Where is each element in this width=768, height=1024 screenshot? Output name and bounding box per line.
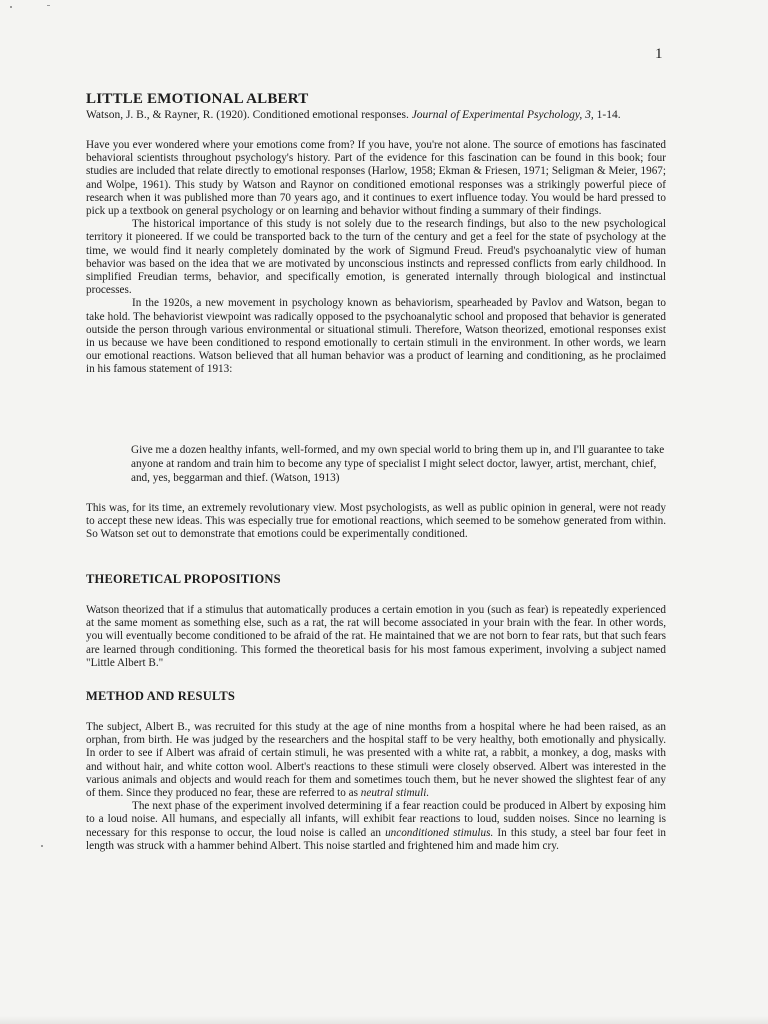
method-section: [86, 721, 666, 853]
method-heading: METHOD AND RESULTS: [86, 689, 236, 703]
theory-heading: THEORETICAL PROPOSITIONS: [86, 572, 281, 586]
method-paragraph-2-text: The next phase of the experiment involved determining if a fear reaction could be produced in Albert by exposing him to a loud noise. All humans, and especially all infants, will exhibit fear reactions to loud, sudden noises. Since no learning is necessary for this response to occur, the loud noise is called an: [86, 800, 666, 839]
intro-section: [86, 139, 666, 377]
intro-paragraph-3: In the 1920s, a new movement in psychology known as behaviorism, spearheaded by Pavlov and Watson, began to take hold. The behaviorist viewpoint was radically opposed to the psychoanalytic school and proposed that behavior is generated outside the person through various environmental or situational stimuli. Therefore, Watson theorized, emotional responses exist in us because we have been conditioned to respond emotionally to certain stimuli in the environment. In other words, we learn our emotional reactions. Watson believed that all human behavior was a product of learning and conditioning, as he proclaimed in his famous statement of 1913:: [86, 297, 666, 376]
unconditioned-stimulus-term: unconditioned stimulus.: [385, 826, 494, 839]
article-citation: [86, 109, 686, 121]
intro-paragraph-1: Have you ever wondered where your emotions come from? If you have, you're not alone. The source of emotions has fascinated behavioral scientists throughout psychology's history. Part of the evidence for this fascination can be found in this book; four studies are included that relate directly to emotional responses (Harlow, 1958; Ekman & Friesen, 1971; Seligman & Meier, 1967; and Wolpe, 1961). This study by Watson and Raynor on conditioned emotional responses was a strikingly powerful piece of research when it was published more than 70 years ago, and it continues to exert influence today. You would be hard pressed to pick up a textbook on general psychology or on learning and behavior without finding a summary of their findings.: [86, 139, 666, 218]
watson-quote: Give me a dozen healthy infants, well-formed, and my own special world to bring them up in, and I'll guarantee to take anyone at random and train him to become any type of specialist I might select doctor, lawyer, artist, merchant, chief, and, yes, beggarman and thief. (Watson, 1913): [131, 444, 665, 484]
method-paragraph-1: [86, 721, 666, 800]
citation-journal: Journal of Experimental Psychology, 3,: [411, 109, 594, 121]
method-paragraph-2-rest: In this study, a steel bar four feet in length was struck with a hammer behind Albert. This noise startled and frightened him and made him cry.: [86, 826, 667, 852]
citation-pages: 1-14.: [596, 109, 621, 121]
citation-authors: Watson, J. B., & Rayner, R. (1920). Conditioned emotional responses.: [86, 109, 409, 121]
page-number: 1: [655, 46, 663, 62]
method-paragraph-2: [86, 800, 666, 853]
scan-speck: [41, 845, 43, 847]
intro-paragraph-2: The historical importance of this study is not solely due to the research findings, but also to the new psychological territory it pioneered. If we could be transported back to the turn of the century and get a feel for the state of psychology at the time, we would find it nearly completely dominated by the work of Sigmund Freud. Freud's psychoanalytic view of human behavior was based on the idea that we are motivated by unconscious instincts and repressed conflicts from early childhood. In simplified Freudian terms, behavior, and specifically emotion, is generated internally through biological and instinctual processes.: [86, 218, 666, 297]
neutral-stimuli-term: neutral stimuli.: [360, 787, 430, 800]
scan-speck: [10, 6, 12, 8]
method-paragraph-1-text: The subject, Albert B., was recruited for this study at the age of nine months from a hospital where he had been raised, as an orphan, from birth. He was judged by the researchers and the hospital staff to be very healthy, both emotionally and physically. In order to see if Albert was afraid of certain stimuli, he was presented with a white rat, a rabbit, a monkey, a dog, masks with and without hair, and white cotton wool. Albert's reactions to these stimuli were closely observed. Albert was interested in the various animals and objects and would reach for them and sometimes touch them, but he never showed the slightest fear of any of them. Since they produced no fear, these are referred to as: [86, 721, 666, 800]
theory-paragraph: Watson theorized that if a stimulus that automatically produces a certain emotion in you (such as fear) is repeatedly experienced at the same moment as something else, such as a rat, the rat will become associated in your brain with the fear. In other words, you will eventually become conditioned to be afraid of the rat. He maintained that we are not born to fear rats, but that such fears are learned through conditioning. This formed the theoretical basis for his most famous experiment, involving a subject named "Little Albert B.": [86, 604, 666, 669]
intro-paragraph-4: This was, for its time, an extremely revolutionary view. Most psychologists, as well as public opinion in general, were not ready to accept these new ideas. This was especially true for emotional reactions, which seemed to be somehow generated from within. So Watson set out to demonstrate that emotions could be experimentally conditioned.: [86, 502, 666, 541]
article-title: LITTLE EMOTIONAL ALBERT: [86, 91, 309, 107]
scan-speck: [47, 5, 50, 6]
scan-bottom-edge: [0, 1016, 768, 1024]
